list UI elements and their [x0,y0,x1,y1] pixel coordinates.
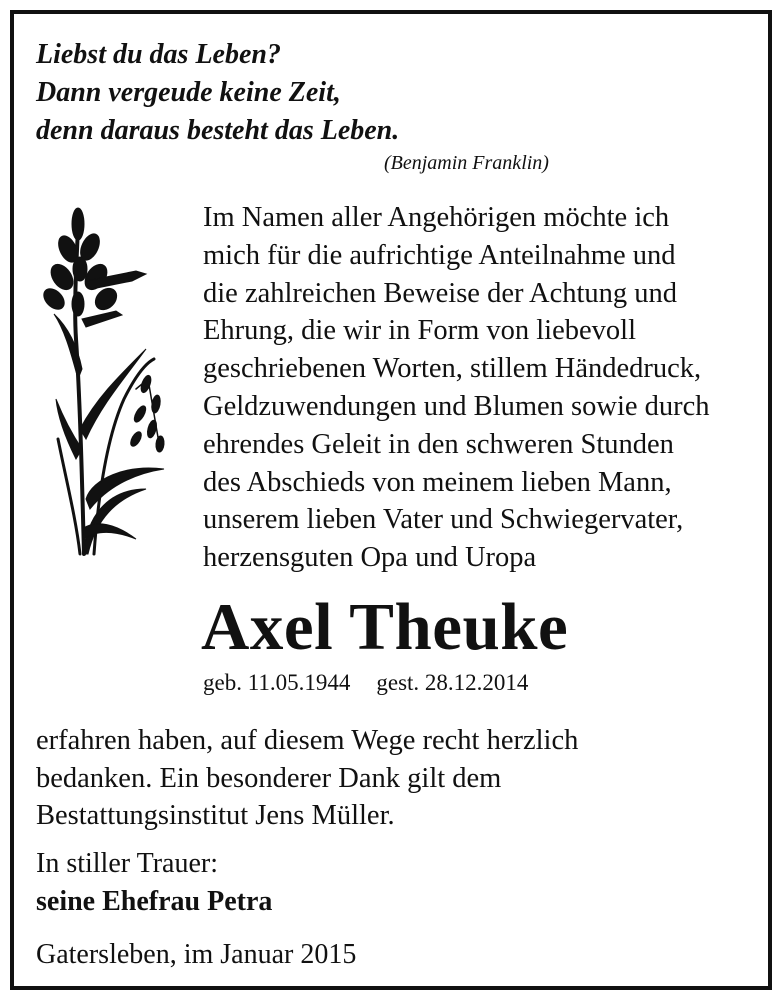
thanks-text [36,722,578,835]
birth-date: geb. 11.05.1944 [203,670,351,695]
life-dates [203,670,528,696]
intro-line: herzensguten Opa und Uropa [203,542,537,574]
quote-line: Dann vergeude keine Zeit, [36,77,341,108]
thanks-line: bedanken. Ein besonderer Dank gilt dem [36,762,502,794]
intro-line: unserem lieben Vater und Schwiegervater, [203,504,684,536]
quote-line: denn daraus besteht das Leben. [36,115,400,146]
mourning-intro: In stiller Trauer: [36,848,218,879]
grass-plant-icon [36,199,166,559]
intro-line: mich für die aufrichtige Anteilnahme und [203,239,676,271]
intro-line: geschriebenen Worten, stillem Händedruck, [203,353,702,385]
intro-line: Geldzuwendungen und Blumen sowie durch [203,390,710,422]
quote-line: Liebst du das Leben? [36,39,281,70]
thanks-line: erfahren haben, auf diesem Wege recht herzlich [36,725,579,756]
intro-text [203,199,710,577]
death-date: gest. 28.12.2014 [376,670,529,695]
intro-line: die zahlreichen Beweise der Achtung und [203,277,678,309]
deceased-name: Axel Theuke [201,590,569,664]
quote-author: (Benjamin Franklin) [384,152,549,174]
obituary-card [10,10,772,990]
thanks-line: Bestattungsinstitut Jens Müller. [36,800,395,831]
intro-line: des Abschieds von meinem lieben Mann, [203,466,672,498]
intro-line: Ehrung, die wir in Form von liebevoll [203,315,636,347]
intro-line: ehrendes Geleit in den schweren Stunden [203,428,674,460]
mourner-name: seine Ehefrau Petra [36,886,273,917]
quote-block [36,36,399,150]
intro-line: Im Namen aller Angehörigen möchte ich [203,202,670,233]
place-date: Gatersleben, im Januar 2015 [36,939,357,970]
